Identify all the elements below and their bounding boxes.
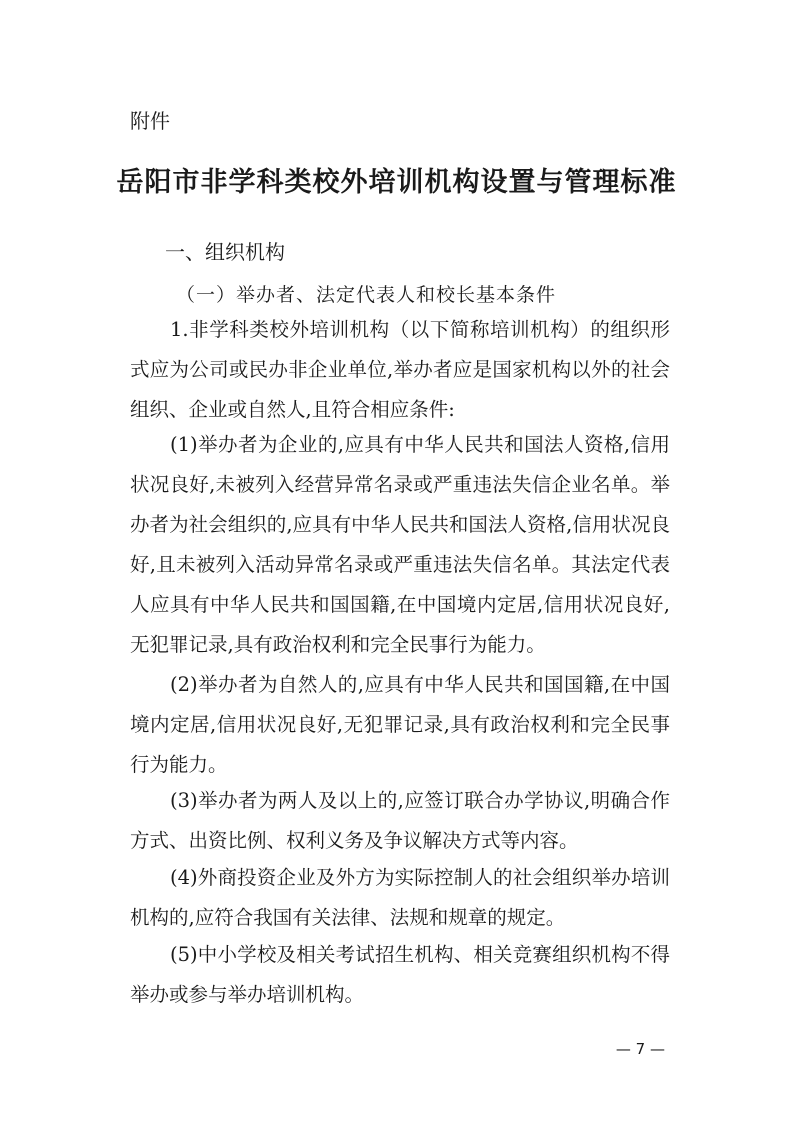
paragraph-2: (1)举办者为企业的,应具有中华人民共和国法人资格,信用状况良好,未被列入经营异常名录或严重违法失信企业名单。举办者为社会组织的,应具有中华人民共和国法人资格,信用状况良好,且未被列入活动异常名录或严重违法失信名单。其法定代表人应具有中华人民共和国国籍,在中国境内定居,信用状况良好,无犯罪记录,具有政治权利和完全民事行为能力。 xyxy=(130,433,670,656)
document-title: 岳阳市非学科类校外培训机构设置与管理标准 xyxy=(116,167,677,198)
page-number: — 7 — xyxy=(615,1040,665,1058)
subsection-heading: （一）举办者、法定代表人和校长基本条件 xyxy=(176,284,557,306)
attachment-label: 附件 xyxy=(130,109,170,133)
paragraph-3: (2)举办者为自然人的,应具有中华人民共和国国籍,在中国境内定居,信用状况良好,无犯罪记录,具有政治权利和完全民事行为能力。 xyxy=(130,673,670,776)
paragraph-1: 1.非学科类校外培训机构（以下简称培训机构）的组织形式应为公司或民办非企业单位,举办者应是国家机构以外的社会组织、企业或自然人,且符合相应条件: xyxy=(130,318,670,421)
paragraph-4: (3)举办者为两人及以上的,应签订联合办学协议,明确合作方式、出资比例、权利义务及争议解决方式等内容。 xyxy=(130,789,670,852)
paragraph-5: (4)外商投资企业及外方为实际控制人的社会组织举办培训机构的,应符合我国有关法律、法规和规章的规定。 xyxy=(130,866,670,929)
paragraph-6: (5)中小学校及相关考试招生机构、相关竞赛组织机构不得举办或参与举办培训机构。 xyxy=(130,943,670,1006)
section-heading: 一、组织机构 xyxy=(165,240,285,264)
